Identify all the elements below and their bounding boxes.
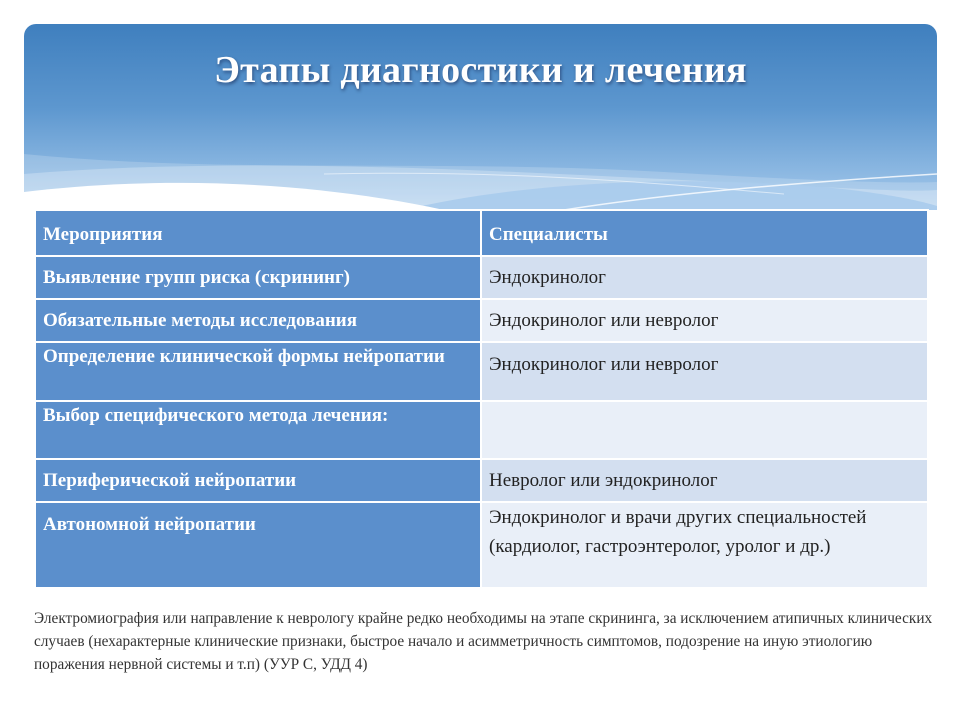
table-row bbox=[35, 459, 928, 502]
table-row bbox=[35, 502, 928, 588]
table-row bbox=[35, 342, 928, 401]
specialist-cell: Эндокринолог или невролог bbox=[481, 342, 928, 401]
table-row bbox=[35, 401, 928, 459]
column-header-specialists: Специалисты bbox=[481, 210, 928, 256]
activity-cell: Выявление групп риска (скрининг) bbox=[35, 256, 481, 299]
activity-cell: Выбор специфического метода лечения: bbox=[35, 401, 481, 459]
title-banner bbox=[24, 24, 937, 210]
specialist-cell: Невролог или эндокринолог bbox=[481, 459, 928, 502]
specialist-cell: Эндокринолог и врачи других специальностей (кардиолог, гастроэнтеролог, уролог и др.) bbox=[481, 502, 928, 588]
footnote: Электромиография или направление к неврологу крайне редко необходимы на этапе скрининга, за исключением атипичных клинических случаев (нехарактерные клинические признаки, быстрое начало и асимметричность симптомов, подозрение на иную этиологию поражения нервной системы и т.п) (УУР С, УДД 4) bbox=[34, 610, 933, 673]
specialist-cell bbox=[481, 401, 928, 459]
page-title: Этапы диагностики и лечения bbox=[214, 49, 747, 91]
table-row bbox=[35, 256, 928, 299]
table-header-row bbox=[35, 210, 928, 256]
activity-cell: Периферической нейропатии bbox=[35, 459, 481, 502]
table-row bbox=[35, 299, 928, 342]
stages-table bbox=[34, 209, 929, 589]
activity-cell: Автономной нейропатии bbox=[35, 502, 481, 588]
activity-cell: Определение клинической формы нейропатии bbox=[35, 342, 481, 401]
specialist-cell: Эндокринолог или невролог bbox=[481, 299, 928, 342]
column-header-activities: Мероприятия bbox=[35, 210, 481, 256]
activity-cell: Обязательные методы исследования bbox=[35, 299, 481, 342]
specialist-cell: Эндокринолог bbox=[481, 256, 928, 299]
